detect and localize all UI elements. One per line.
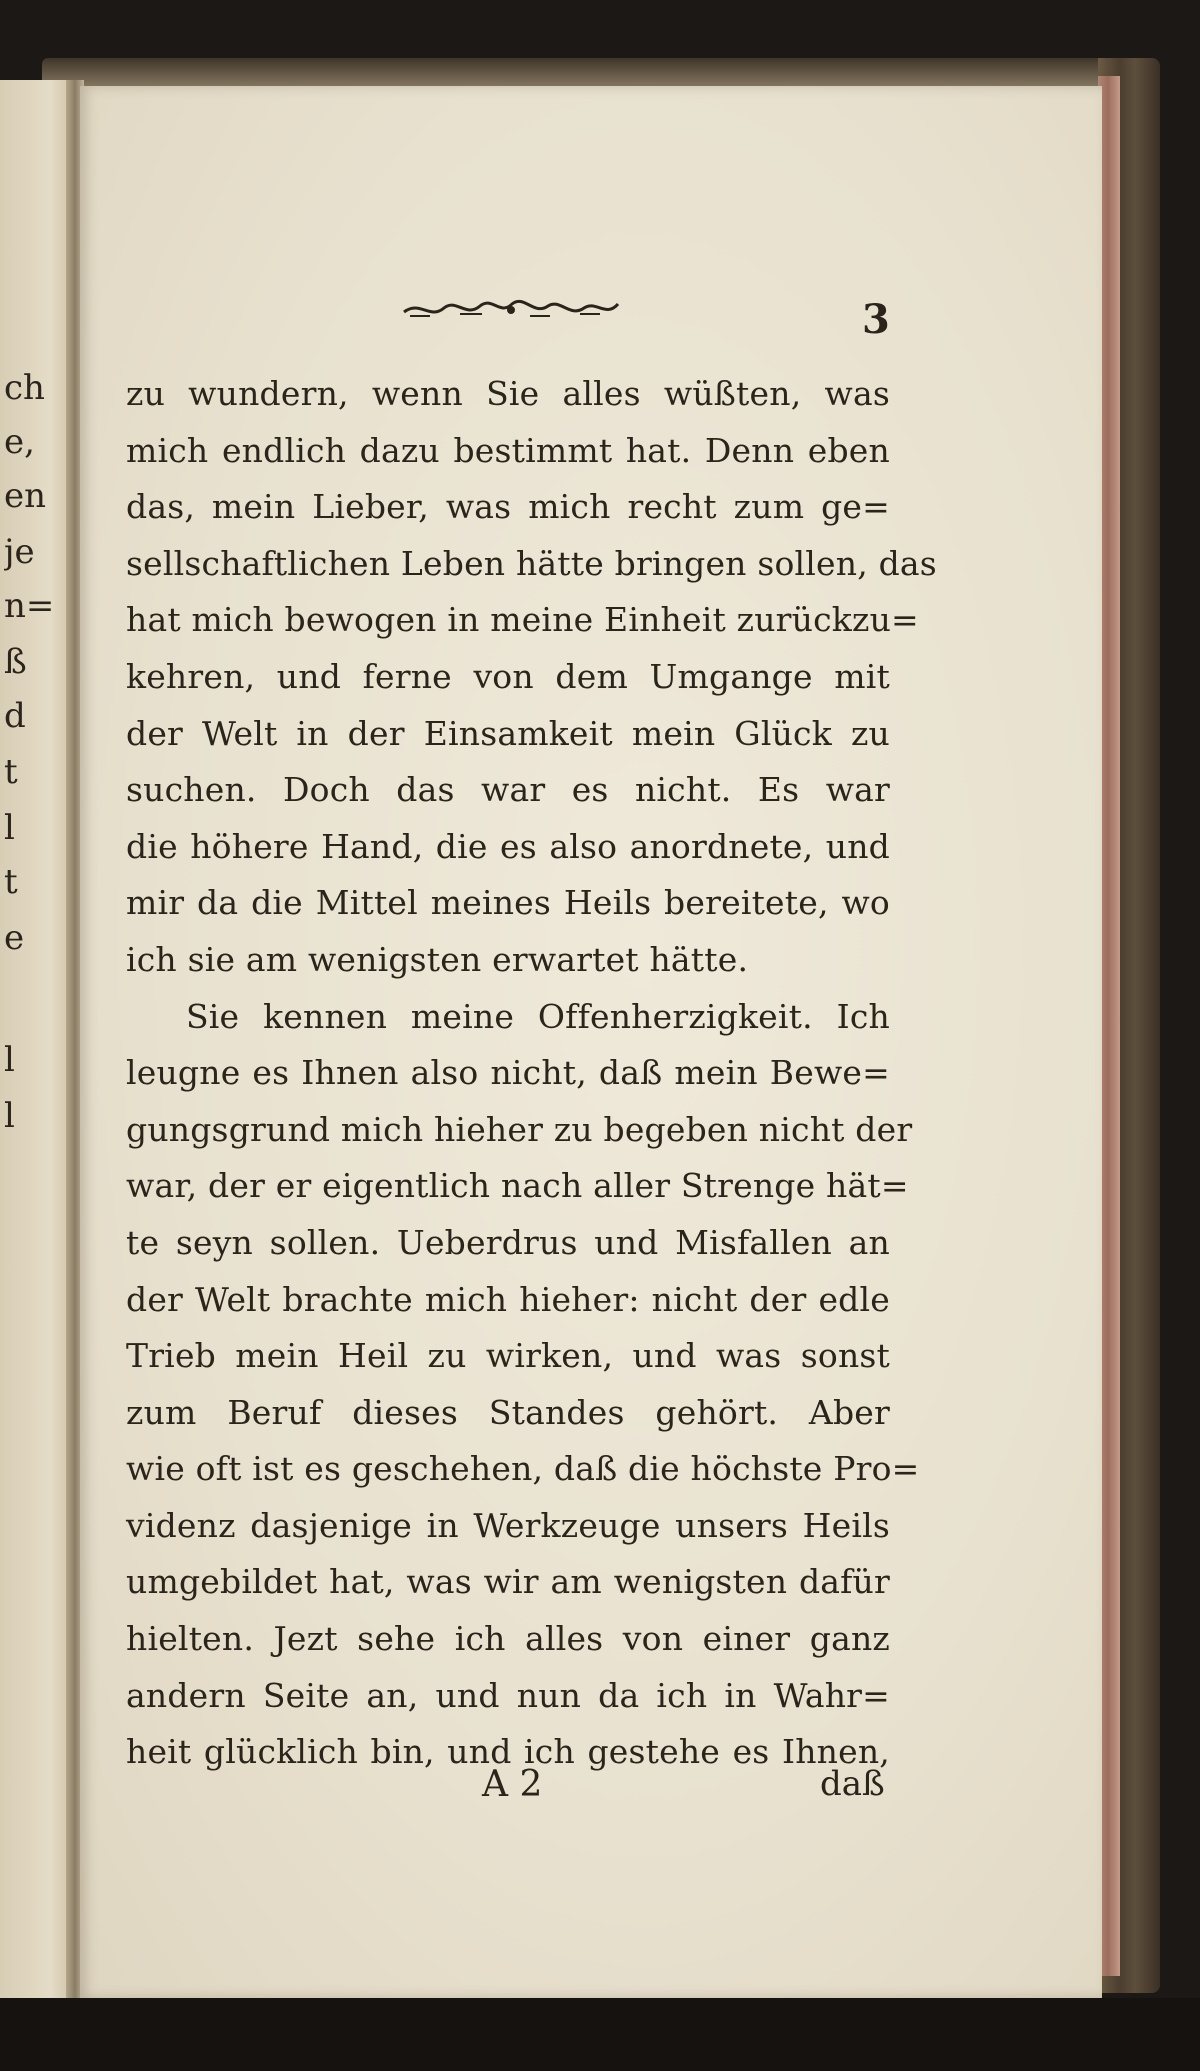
left-page-fragment: n= (4, 586, 55, 626)
page-number: 3 (862, 296, 890, 343)
left-page-fragment: e (4, 918, 25, 958)
scan-background-strip (0, 1998, 1200, 2071)
text-line: mich endlich dazu bestimmt hat. Denn eben (126, 430, 890, 470)
left-page-fragment: t (4, 862, 18, 902)
text-line: das, mein Lieber, was mich recht zum ge= (126, 487, 890, 527)
text-line: die höhere Hand, die es also anordnete, und (126, 826, 890, 866)
catchword: daß (820, 1764, 885, 1804)
left-page-fragment: je (4, 532, 35, 572)
text-line: der Welt in der Einsamkeit mein Glück zu (126, 713, 890, 753)
text-line: ich sie am wenigsten erwartet hätte. (126, 939, 749, 979)
text-line: te seyn sollen. Ueberdrus und Misfallen an (126, 1222, 890, 1262)
text-line: umgebildet hat, was wir am wenigsten dafür (126, 1562, 890, 1602)
left-page-fragment: ch (4, 368, 45, 408)
left-page-fragment: l (4, 1040, 15, 1080)
signature-mark: A 2 (482, 1764, 543, 1805)
left-page-fragment: l (4, 808, 15, 848)
text-line: videnz dasjenige in Werkzeuge unsers Heils (126, 1505, 890, 1545)
text-line: gungsgrund mich hieher zu begeben nicht der (126, 1109, 913, 1149)
text-line: kehren, und ferne von dem Umgange mit (126, 656, 890, 696)
text-line: Trieb mein Heil zu wirken, und was sonst (126, 1336, 890, 1376)
text-line: war, der er eigentlich nach aller Strenge hät= (126, 1166, 909, 1206)
text-line: andern Seite an, und nun da ich in Wahr= (126, 1675, 890, 1715)
left-page-fragment: e, (4, 422, 35, 462)
body-text (126, 366, 937, 1781)
left-page-fragment: en (4, 476, 47, 516)
text-line: zu wundern, wenn Sie alles wüßten, was (126, 374, 890, 413)
header-ornament-icon (400, 290, 622, 326)
text-line: Sie kennen meine Offenherzigkeit. Ich (186, 996, 890, 1036)
left-page-fragment: t (4, 752, 18, 792)
text-line: mir da die Mittel meines Heils bereitete, wo (126, 883, 890, 923)
left-page-fragment: d (4, 696, 26, 736)
text-line: wie oft ist es geschehen, daß die höchste Pro= (126, 1449, 920, 1489)
text-line: sellschaftlichen Leben hätte bringen sollen, das (126, 543, 937, 583)
text-line: hielten. Jezt sehe ich alles von einer ganz (126, 1619, 890, 1659)
left-page (0, 80, 72, 2020)
text-line: leugne es Ihnen also nicht, daß mein Bewe= (126, 1053, 890, 1093)
left-page-fragment: l (4, 1096, 15, 1136)
text-line: zum Beruf dieses Standes gehört. Aber (126, 1392, 890, 1432)
text-line: der Welt brachte mich hieher: nicht der edle (126, 1279, 890, 1319)
text-line: hat mich bewogen in meine Einheit zurückzu= (126, 600, 919, 640)
text-line: heit glücklich bin, und ich gestehe es Ihnen, (126, 1732, 890, 1772)
left-page-fragment: ß (4, 642, 27, 682)
text-line: suchen. Doch das war es nicht. Es war (126, 770, 890, 810)
